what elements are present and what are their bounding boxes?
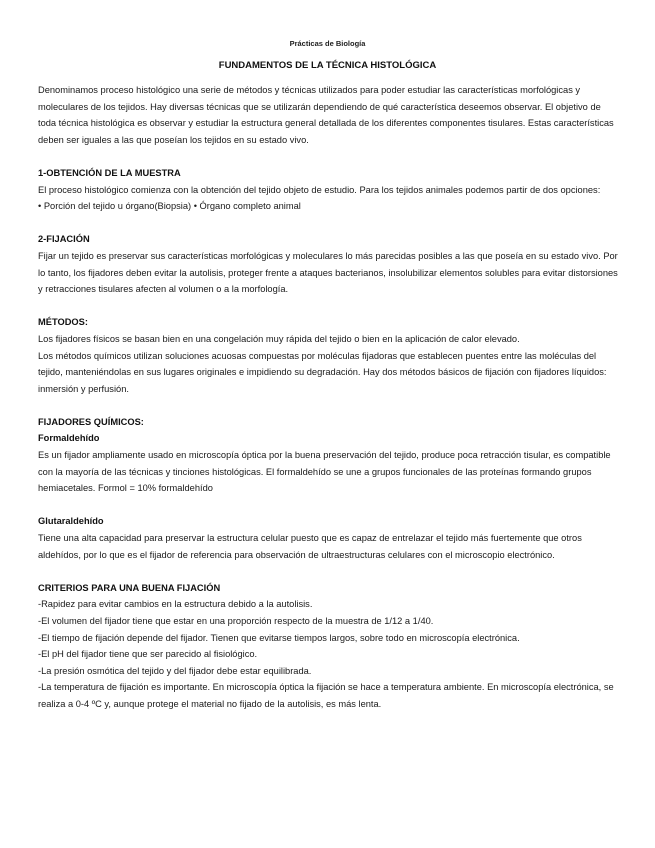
section-heading-criterios: CRITERIOS PARA UNA BUENA FIJACIÓN [38,582,221,593]
criteria-item: -El tiempo de fijación depende del fijador. Tienen que evitarse tiempos largos, sobre todo en microscopía electrónica. [38,632,520,643]
section-heading-metodos: MÉTODOS: [38,317,88,328]
subheading-formaldehido: Formaldehído [38,433,100,444]
running-header: Prácticas de Biología [289,39,366,48]
subheading-glutaraldehido: Glutaraldehído [38,516,104,527]
glutaraldehido-text: Tiene una alta capacidad para preservar la estructura celular puesto que es capaz de entrelazar el tejido más fuertemente que otros aldehídos, por lo que es el fijador de referencia para observación de ultraestructuras celulares con el microscopio electrónico. [38,533,582,560]
section-obtencion-options: • Porción del tejido u órgano(Biopsia) • Órgano completo animal [38,201,301,212]
formaldehido-text: Es un fijador ampliamente usado en microscopía óptica por la buena preservación del tejido, produce poca retracción tisular, es compatible con la mayoría de las técnicas y tinciones histológicas. El formaldehído se une a grupos funcionales de las proteínas formando grupos hemiacetales. Formol = 10% formaldehído [38,450,611,494]
criteria-item: -El volumen del fijador tiene que estar en una proporción respecto de la muestra de 1/12 a 1/40. [38,616,434,626]
criteria-item: -La presión osmótica del tejido y del fijador debe estar equilibrada. [38,665,312,676]
section-heading-fijacion: 2-FIJACIÓN [38,234,90,245]
criteria-item: -La temperatura de fijación es importante. En microscopía óptica la fijación se hace a temperatura ambiente. En microscopía electrónica, se realiza a 0-4 ºC y, aunque protege el material no fijado de la autolisis, es más lenta. [38,682,614,709]
section-heading-obtencion: 1-OBTENCIÓN DE LA MUESTRA [38,167,181,178]
section-obtencion-text: El proceso histológico comienza con la obtención del tejido objeto de estudio. Para los tejidos animales podemos partir de dos opciones: [38,184,601,195]
document-body [38,82,620,713]
methods-chemical-text: Los métodos químicos utilizan soluciones acuosas compuestas por moléculas fijadoras que establecen puentes entre las moléculas del tejido, manteniéndolas en sus lugares originales e impidiendo su degradación. Hay dos métodos básicos de fijación con fijadores líquidos: inmersión y perfusión. [38,350,607,394]
criteria-item: -El pH del fijador tiene que ser parecido al fisiológico. [38,649,258,660]
methods-physical-text: Los fijadores físicos se basan bien en una congelación muy rápida del tejido o bien en la aplicación de calor elevado. [38,333,520,344]
document-title: FUNDAMENTOS DE LA TÉCNICA HISTOLÓGICA [218,60,437,71]
criteria-item: -Rapidez para evitar cambios en la estructura debido a la autolisis. [38,599,313,610]
section-fijacion-text: Fijar un tejido es preservar sus características morfológicas y moleculares lo más parecidas posibles a las que poseía en su estado vivo. Por lo tanto, los fijadores deben evitar la autolisis, proteger frente a ataques bacterianos, insolubilizar elementos solubles para evitar distorsiones y retracciones tisulares afecten al volumen o a la morfología. [38,250,618,295]
intro-paragraph: Denominamos proceso histológico una serie de métodos y técnicas utilizados para poder estudiar las características morfológicas y moleculares de los tejidos. Hay diversas técnicas que se utilizarán dependiendo de qué característica deseemos observar. El objetivo de toda técnica histológica es observar y estudiar la estructura general detallada de los diferentes componentes tisulares. Estas características deben ser iguales a las que poseían los tejidos en su estado vivo. [38,85,614,145]
section-heading-fijadores: FIJADORES QUÍMICOS: [38,416,144,427]
